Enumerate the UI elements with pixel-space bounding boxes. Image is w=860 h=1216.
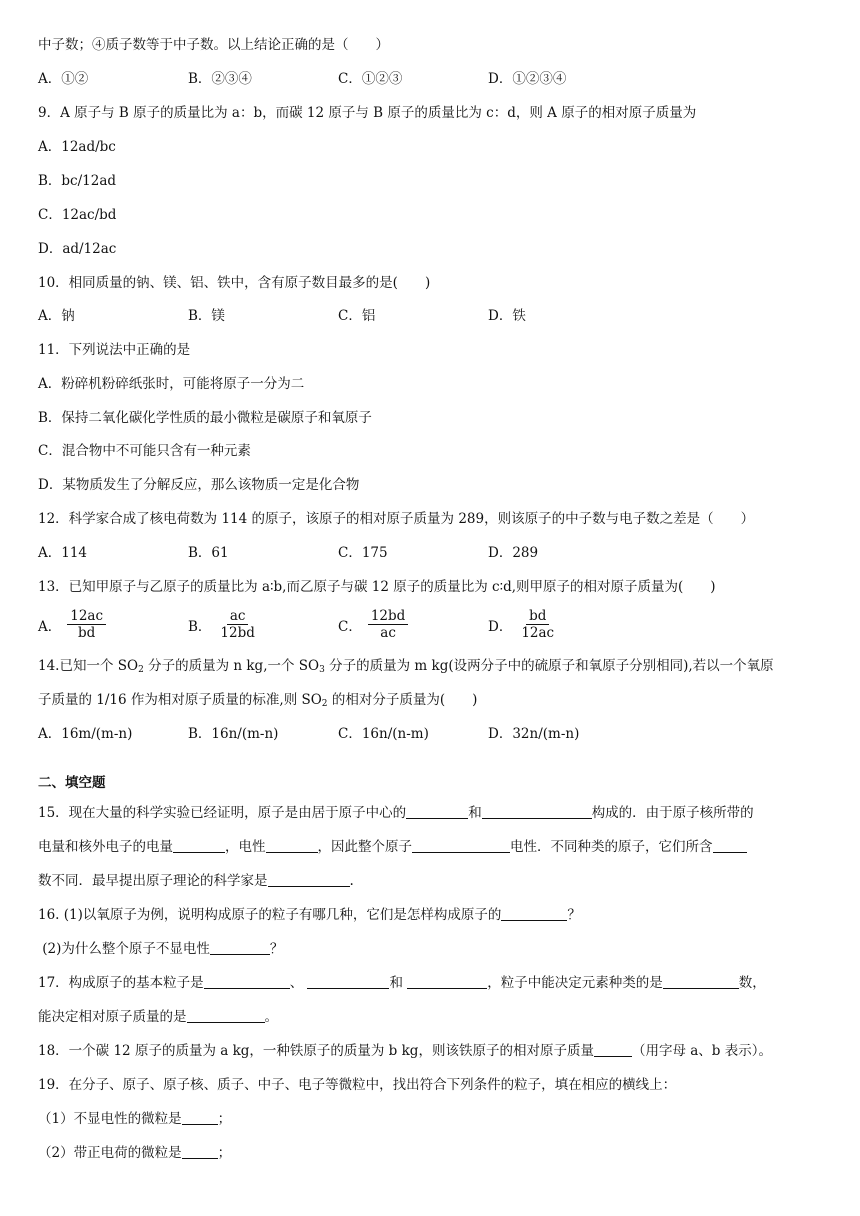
q12-option-b: B．61	[188, 545, 229, 561]
q14-option-c: C．16n/(n-m)	[338, 726, 429, 742]
blank[interactable]	[407, 974, 487, 989]
blank[interactable]	[204, 974, 290, 989]
q12-option-a: A．114	[38, 545, 88, 561]
q19-part2: （2）带正电荷的微粒是 ；	[38, 1145, 232, 1161]
q13-option-b	[188, 608, 258, 641]
q15-line2: 电量和核外电子的电量 ，电性 ，因此整个原子 电性．不同种类的原子，它们所含	[38, 838, 747, 856]
denominator: ac	[380, 625, 396, 641]
q14-stem-line1: 14.已知一个 $SO_2$ 分子的质量为 n kg,一个 $SO_3$ 分子的质量为 m kg(设两分子中的硫原子和氧原子分别相同),若以一个氧原	[38, 658, 774, 675]
blank[interactable]	[268, 872, 350, 887]
q19-stem: 19．在分子、原子、原子核、质子、中子、电子等微粒中，找出符合下列条件的粒子，填在相应的横线上：	[38, 1077, 677, 1093]
fraction	[368, 608, 408, 641]
q13-option-a	[38, 608, 106, 641]
q9-option-c: C．12ac/bd	[38, 207, 117, 223]
q13-option-d	[488, 608, 557, 641]
q15-line3: 数不同．最早提出原子理论的科学家是 .	[38, 873, 354, 889]
denominator: 12bd	[220, 625, 255, 641]
q11-stem: 11．下列说法中正确的是	[38, 342, 191, 358]
q17-line2: 能决定相对原子质量的是 。	[38, 1009, 278, 1025]
fraction	[518, 608, 557, 641]
q10-option-d: D．铁	[488, 308, 526, 324]
numerator: 12bd	[368, 608, 408, 625]
q14-option-b: B．16n/(m-n)	[188, 726, 279, 742]
blank[interactable]	[482, 804, 592, 819]
q14-option-d: D．32n/(m-n)	[488, 726, 580, 742]
q10-option-b: B．镁	[188, 308, 225, 324]
q13-option-b-label: B．	[188, 618, 212, 635]
fraction	[67, 608, 106, 641]
q13-stem: 13．已知甲原子与乙原子的质量比为 a∶b,而乙原子与碳 12 原子的质量比为 c∶d,则甲原子的相对原子质量为( )	[38, 579, 716, 595]
q15-line1: 15．现在大量的科学实验已经证明，原子是由居于原子中心的 和 构成的．由于原子核所带的	[38, 805, 754, 821]
q10-stem: 10．相同质量的钠、镁、铝、铁中，含有原子数目最多的是( )	[38, 275, 431, 291]
blank[interactable]	[210, 940, 270, 955]
q11-option-c: C．混合物中不可能只含有一种元素	[38, 443, 251, 459]
blank[interactable]	[501, 906, 567, 921]
q14-stem-line2: 子质量的 1/16 作为相对原子质量的标准,则 $SO_2$ 的相对分子质量为( )	[38, 692, 478, 709]
q8-option-b: B．②③④	[188, 71, 252, 87]
q19-part1: （1）不显电性的微粒是 ；	[38, 1111, 232, 1127]
blank[interactable]	[182, 1110, 218, 1125]
blank[interactable]	[307, 974, 389, 989]
section-heading-fill-in: 二、填空题	[38, 775, 106, 791]
blank[interactable]	[713, 838, 747, 853]
q12-option-c: C．175	[338, 545, 388, 561]
q13-option-a-label: A．	[38, 618, 62, 635]
q8-stem-continuation: 中子数；④质子数等于中子数。以上结论正确的是（ ）	[38, 37, 389, 53]
numerator: ac	[227, 608, 249, 625]
q16-part2: (2)为什么整个原子不显电性 ？	[38, 941, 284, 957]
blank[interactable]	[182, 1144, 218, 1159]
blank[interactable]	[594, 1042, 632, 1057]
q8-option-a: A．①②	[38, 71, 89, 87]
q8-option-d: D．①②③④	[488, 71, 567, 87]
q11-option-a: A．粉碎机粉碎纸张时，可能将原子一分为二	[38, 376, 305, 392]
q18: 18．一个碳 12 原子的质量为 a kg，一种铁原子的质量为 b kg，则该铁原子的相对原子质量 （用字母 a、b 表示）。	[38, 1043, 772, 1059]
q13-option-d-label: D．	[488, 618, 513, 635]
denominator: bd	[78, 625, 96, 641]
q10-option-a: A．钠	[38, 308, 75, 324]
q12-stem: 12．科学家合成了核电荷数为 114 的原子，该原子的相对原子质量为 289，则该原子的中子数与电子数之差是（ ）	[38, 511, 755, 527]
blank[interactable]	[412, 838, 510, 853]
q9-stem: 9．A 原子与 B 原子的质量比为 a：b，而碳 12 原子与 B 原子的质量比为 c：d，则 A 原子的相对原子质量为	[38, 105, 697, 121]
blank[interactable]	[406, 804, 468, 819]
q10-option-c: C．铝	[338, 308, 376, 324]
q16-part1: 16. (1)以氧原子为例，说明构成原子的粒子有哪几种，它们是怎样构成原子的 ？	[38, 907, 581, 923]
q9-option-d: D．ad/12ac	[38, 241, 117, 257]
blank[interactable]	[266, 838, 318, 853]
q9-option-a: A．12ad/bc	[38, 139, 116, 155]
blank[interactable]	[187, 1008, 265, 1023]
q12-option-d: D．289	[488, 545, 539, 561]
numerator: 12ac	[67, 608, 106, 625]
q14-option-a: A．16m/(m-n)	[38, 726, 133, 742]
numerator: bd	[526, 608, 549, 625]
q13-option-c-label: C．	[338, 618, 362, 635]
q9-option-b: B．bc/12ad	[38, 173, 117, 189]
fraction	[217, 608, 257, 641]
q17-line1: 17．构成原子的基本粒子是 、 和 ，粒子中能决定元素种类的是 数，	[38, 975, 766, 991]
q11-option-d: D．某物质发生了分解反应，那么该物质一定是化合物	[38, 477, 360, 493]
blank[interactable]	[173, 838, 225, 853]
denominator: 12ac	[521, 625, 555, 641]
q13-option-c	[338, 608, 408, 641]
q11-option-b: B．保持二氧化碳化学性质的最小微粒是碳原子和氧原子	[38, 410, 372, 426]
q8-option-c: C．①②③	[338, 71, 403, 87]
blank[interactable]	[663, 974, 739, 989]
